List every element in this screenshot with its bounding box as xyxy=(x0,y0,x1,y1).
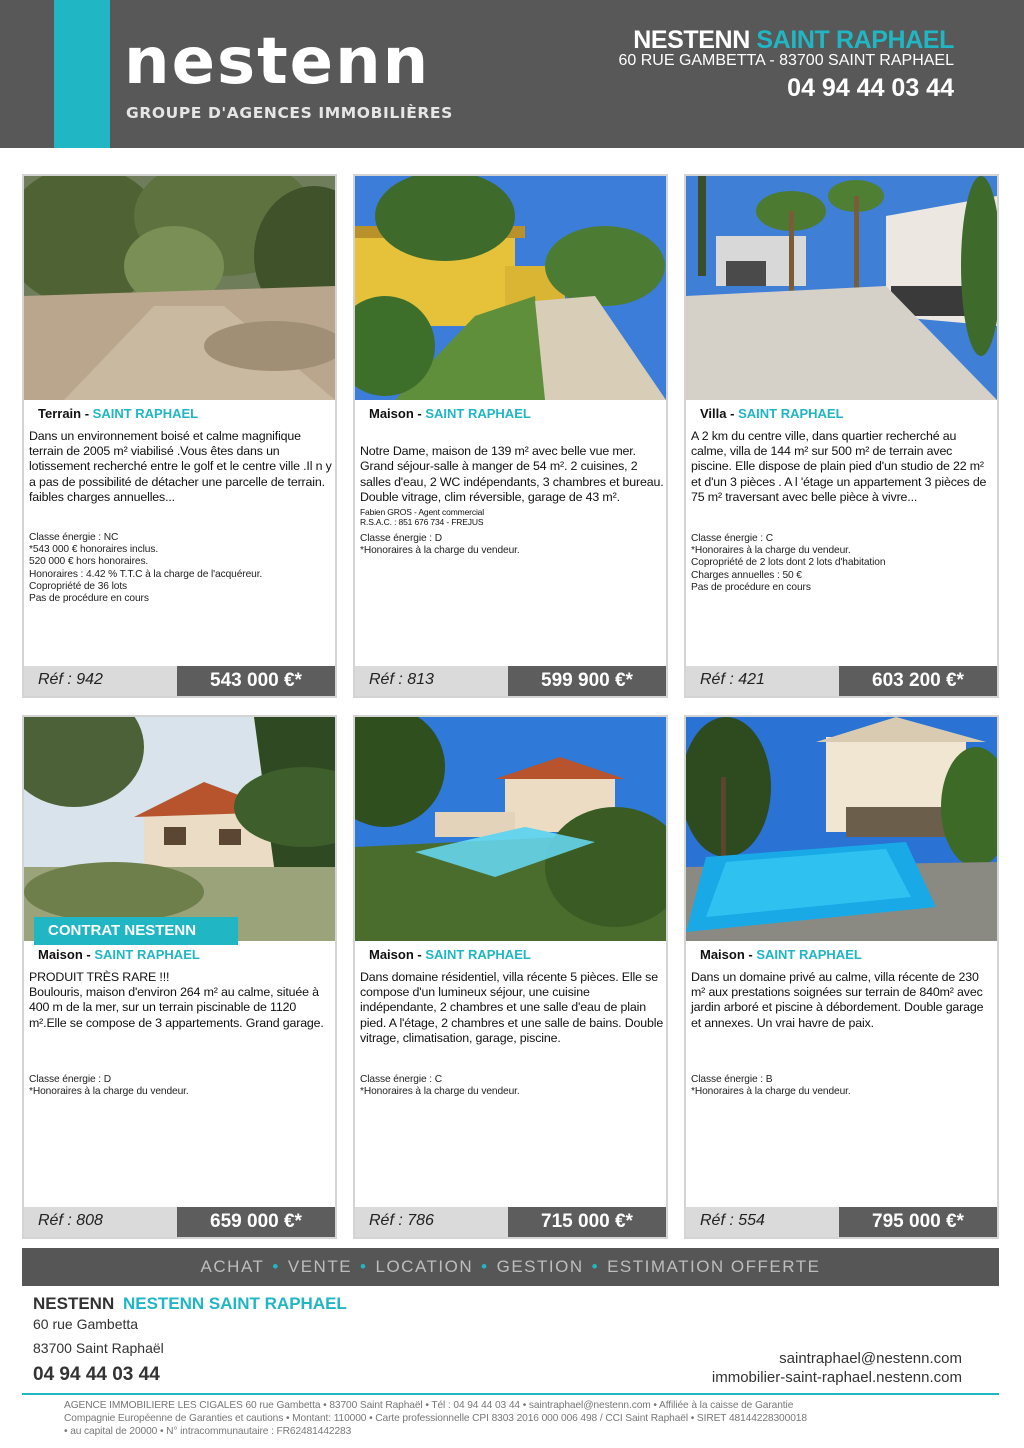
footer-divider xyxy=(22,1393,999,1395)
legal-line: AGENCE IMMOBILIERE LES CIGALES 60 rue Gambetta • 83700 Saint Raphaël • Tél : 04 94 44 03 44 • saintraphael@nestenn.com • Affiliée à la caisse de Garantie xyxy=(64,1400,794,1411)
property-details: Classe énergie : NC *543 000 € honoraires inclus. 520 000 € hors honoraires. Honoraires : 4.42 % T.T.C à la charge de l'acquéreur. Copropriété de 36 lots Pas de procédure en cours xyxy=(29,532,263,605)
listing-title: Villa - SAINT RAPHAEL xyxy=(700,406,844,421)
header-banner xyxy=(0,0,1024,148)
price-tag: 599 900 €* xyxy=(508,666,666,696)
agency-address: 60 RUE GAMBETTA - 83700 SAINT RAPHAEL xyxy=(618,52,954,69)
agent-info: Fabien GROS - Agent commercial R.S.A.C. : 851 676 734 - FREJUS xyxy=(360,507,484,528)
bullet-icon: • xyxy=(272,1257,280,1276)
property-photo xyxy=(686,717,997,941)
footer-brand: NESTENN xyxy=(33,1294,115,1313)
listing-card[interactable] xyxy=(22,174,337,698)
service-item: VENTE xyxy=(287,1257,353,1276)
service-item: ACHAT xyxy=(200,1257,265,1276)
footer-phone[interactable]: 04 94 44 03 44 xyxy=(33,1364,160,1385)
property-type: Maison xyxy=(369,406,414,421)
listing-card[interactable] xyxy=(353,174,668,698)
bullet-icon: • xyxy=(591,1257,600,1276)
property-photo xyxy=(355,717,666,941)
legal-line: Compagnie Européenne de Garanties et cautions • Montant: 110000 • Carte professionnelle CPI 8303 2016 000 006 498 / CCI Saint Raphaël • SIRET 48144228300018 xyxy=(64,1413,807,1424)
listing-card[interactable] xyxy=(684,715,999,1239)
listing-card[interactable] xyxy=(353,715,668,1239)
footer-city: 83700 Saint Raphaël xyxy=(33,1340,164,1356)
property-details: Classe énergie : D *Honoraires à la charge du vendeur. xyxy=(29,1074,189,1098)
price-bar xyxy=(686,666,997,696)
property-details: Classe énergie : C *Honoraires à la charge du vendeur. Copropriété de 2 lots dont 2 lots d'habitation Charges annuelles : 50 € Pas de procédure en cours xyxy=(691,533,886,593)
property-photo xyxy=(24,717,335,941)
property-description: Dans un environnement boisé et calme magnifique terrain de 2005 m² viabilisé .Vous êtes dans un lotissement recherché entre le golf et le centre ville .Il n y a pas de possibilité de détacher une parcelle de terrain. faibles charges annuelles... xyxy=(29,429,332,504)
brand-tagline: GROUPE D'AGENCES IMMOBILIÈRES xyxy=(126,104,453,122)
price-tag: 543 000 €* xyxy=(177,666,335,696)
property-type: Villa xyxy=(700,406,727,421)
service-item: ESTIMATION OFFERTE xyxy=(607,1257,821,1276)
footer-agency: NESTENN SAINT RAPHAEL xyxy=(122,1294,347,1313)
bullet-icon: • xyxy=(360,1257,368,1276)
agency-name xyxy=(633,26,954,55)
property-description: Dans un domaine privé au calme, villa récente de 230 m² aux prestations soignées sur terrain de 840m² avec jardin arboré et piscine à débordement. Double garage et annexes. Un vrai havre de paix. xyxy=(691,970,984,1030)
reference-number: Réf : 813 xyxy=(369,671,434,688)
reference-number: Réf : 942 xyxy=(38,671,103,688)
listing-title: Maison - SAINT RAPHAEL xyxy=(369,406,531,421)
property-photo xyxy=(24,176,335,400)
property-city: SAINT RAPHAEL xyxy=(425,947,531,962)
property-type: Terrain xyxy=(38,406,82,421)
listing-title: Maison - SAINT RAPHAEL xyxy=(38,947,200,962)
property-details: Classe énergie : C *Honoraires à la charge du vendeur. xyxy=(360,1074,520,1098)
property-type: Maison xyxy=(369,947,414,962)
listing-title: Maison - SAINT RAPHAEL xyxy=(369,947,531,962)
property-city: SAINT RAPHAEL xyxy=(92,406,199,421)
description-text: Notre Dame, maison de 139 m² avec belle vue mer. Grand séjour-salle à manger de 54 m². 2 cuisines, 2 salles d'eau, 2 WC indépendants, 3 chambres et bureau. Double vitrage, clim réversible, garage de 43 m². xyxy=(360,444,664,504)
property-city: SAINT RAPHAEL xyxy=(94,947,200,962)
header-accent-bar xyxy=(54,0,110,148)
price-bar xyxy=(355,1207,666,1237)
service-item: GESTION xyxy=(496,1257,584,1276)
reference-number: Réf : 421 xyxy=(700,671,765,688)
agency-city: SAINT RAPHAEL xyxy=(756,26,954,54)
property-photo xyxy=(355,176,666,400)
legal-notice xyxy=(64,1399,1004,1438)
price-bar xyxy=(24,1207,335,1237)
property-description xyxy=(360,429,664,542)
contrat-badge: CONTRAT NESTENN xyxy=(34,917,238,945)
price-tag: 795 000 €* xyxy=(839,1207,997,1237)
footer-website-link[interactable]: immobilier-saint-raphael.nestenn.com xyxy=(711,1369,962,1386)
property-description: PRODUIT TRÈS RARE !!! Boulouris, maison d'environ 264 m² au calme, située à 400 m de la mer, sur un terrain piscinable de 1120 m².Elle se compose de 3 appartements. Grand garage. xyxy=(29,970,324,1030)
price-tag: 603 200 €* xyxy=(839,666,997,696)
price-bar xyxy=(686,1207,997,1237)
footer-agency-name xyxy=(33,1294,347,1314)
agency-phone: 04 94 44 03 44 xyxy=(787,74,954,102)
property-description: A 2 km du centre ville, dans quartier recherché au calme, villa de 144 m² sur 500 m² de terrain avec piscine. Elle dispose de plain pied d'un studio de 22 m² et d'un 3 pièces . A l 'étage un appartement 3 pièces de 75 m² traversant avec belle pièce à vivre... xyxy=(691,429,987,504)
agency-brand: NESTENN xyxy=(633,26,750,54)
service-item: LOCATION xyxy=(375,1257,474,1276)
property-description: Dans domaine résidentiel, villa récente 5 pièces. Elle se compose d'un lumineux séjour, une cuisine indépendante, 2 chambres et une salle d'eau de plain pied. A l'étage, 2 chambres et une salle de bains. Double vitrage, climatisation, garage, piscine. xyxy=(360,970,664,1045)
footer-email-link[interactable]: saintraphael@nestenn.com xyxy=(779,1350,962,1367)
listing-title: Terrain - SAINT RAPHAEL xyxy=(38,406,199,421)
reference-number: Réf : 808 xyxy=(38,1212,103,1229)
bullet-icon: • xyxy=(481,1257,489,1276)
property-details: Classe énergie : D *Honoraires à la charge du vendeur. xyxy=(360,533,520,557)
price-tag: 659 000 €* xyxy=(177,1207,335,1237)
property-city: SAINT RAPHAEL xyxy=(738,406,844,421)
property-details: Classe énergie : B *Honoraires à la charge du vendeur. xyxy=(691,1074,851,1098)
reference-number: Réf : 554 xyxy=(700,1212,765,1229)
reference-number: Réf : 786 xyxy=(369,1212,434,1229)
property-city: SAINT RAPHAEL xyxy=(425,406,531,421)
legal-line: • au capital de 20000 • N° intracommunautaire : FR62481442283 xyxy=(64,1426,352,1437)
brand-logo: nestenn xyxy=(124,25,431,99)
property-type: Maison xyxy=(700,947,745,962)
listing-card[interactable] xyxy=(22,715,337,1239)
services-bar xyxy=(22,1248,999,1286)
property-city: SAINT RAPHAEL xyxy=(756,947,862,962)
price-bar xyxy=(355,666,666,696)
property-photo xyxy=(686,176,997,400)
listing-card[interactable] xyxy=(684,174,999,698)
property-type: Maison xyxy=(38,947,83,962)
footer-street: 60 rue Gambetta xyxy=(33,1316,139,1332)
price-bar xyxy=(24,666,335,696)
price-tag: 715 000 €* xyxy=(508,1207,666,1237)
listing-title: Maison - SAINT RAPHAEL xyxy=(700,947,862,962)
